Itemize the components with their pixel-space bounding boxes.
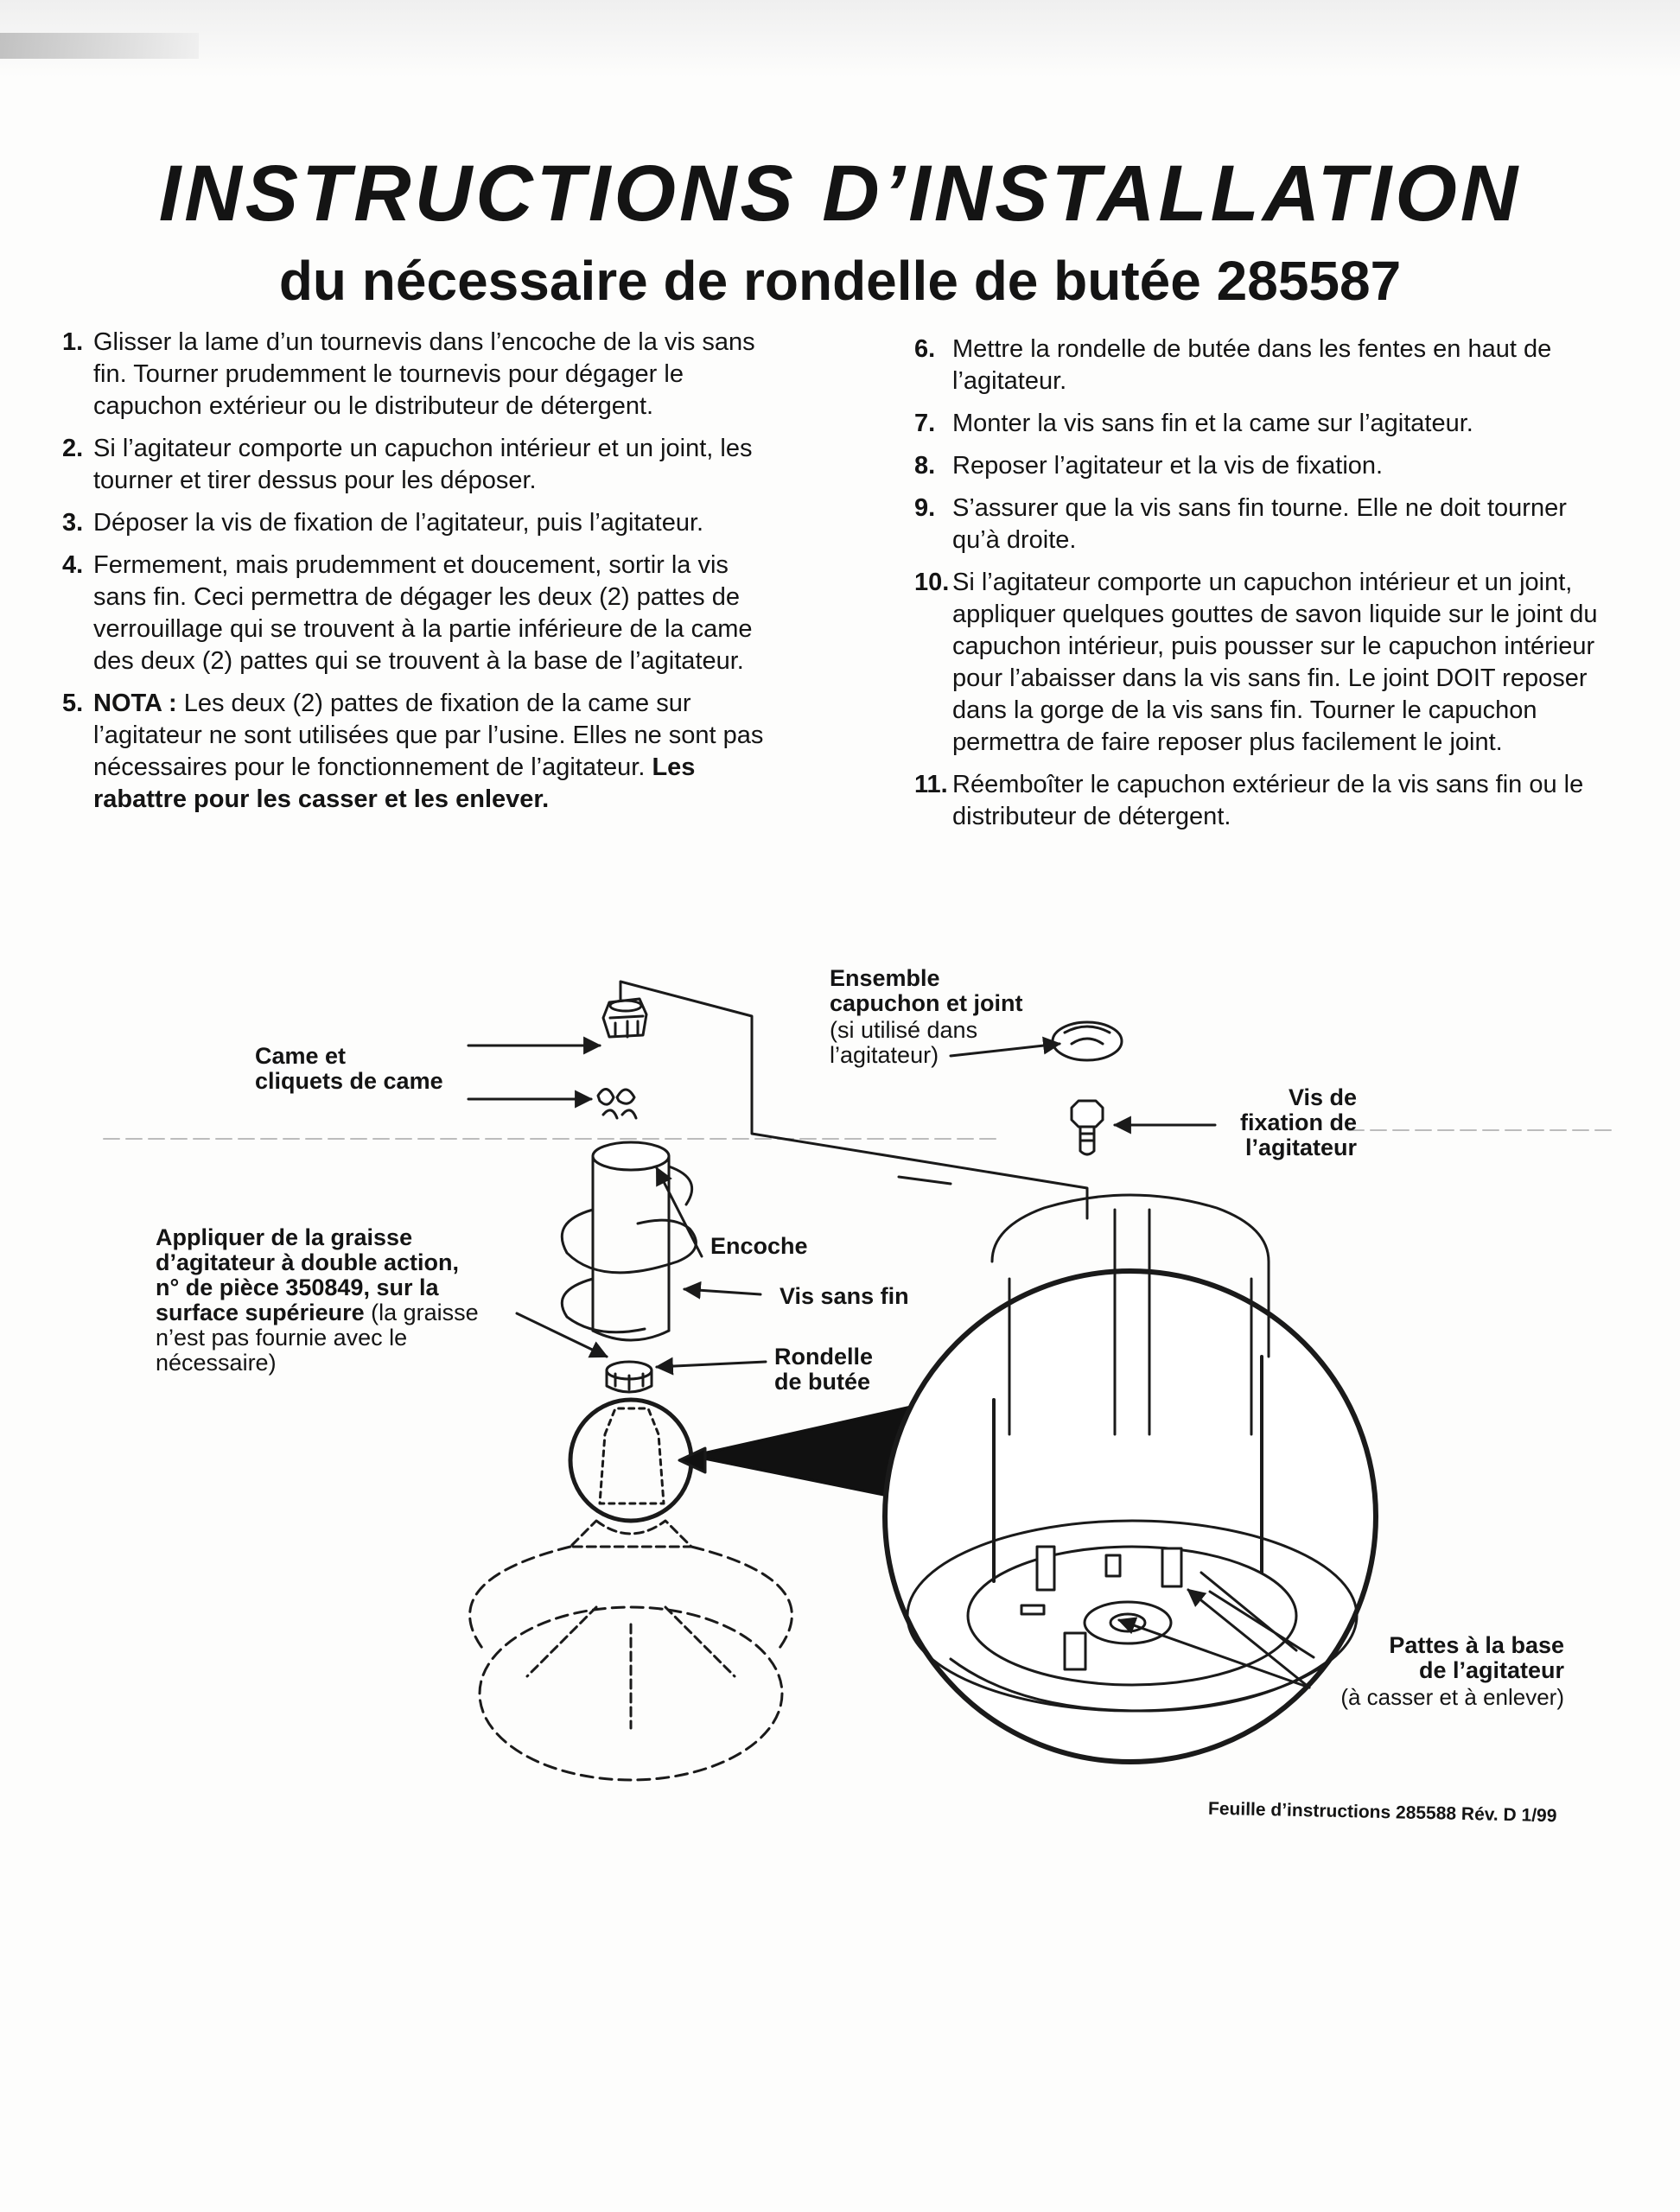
step-text: Déposer la vis de fixation de l’agitateur, puis l’agitateur. bbox=[93, 509, 704, 537]
label-pattes-line2: de l’agitateur bbox=[1418, 1657, 1564, 1683]
step-1 bbox=[62, 327, 771, 423]
step-number: 10. bbox=[914, 569, 950, 596]
step-number: 7. bbox=[914, 410, 936, 437]
label-rondelle bbox=[774, 1344, 873, 1395]
label-ensemble-line2: capuchon et joint bbox=[830, 990, 1023, 1016]
step-2 bbox=[62, 433, 771, 497]
steps-right-column bbox=[914, 334, 1604, 843]
step-number: 1. bbox=[62, 328, 84, 356]
step-text: Réemboîter le capuchon extérieur de la vis sans fin ou le distributeur de détergent. bbox=[952, 771, 1584, 830]
label-rondelle-line2: de butée bbox=[774, 1369, 871, 1395]
label-pattes-note: (à casser et à enlever) bbox=[1340, 1684, 1564, 1710]
step-text: Les deux (2) pattes de fixation de la came sur l’agitateur ne sont utilisées que par l’usine. Elles ne sont pas nécessaires pour le fonctionnement de l’agitateur. bbox=[93, 690, 764, 781]
assembly-diagram bbox=[0, 950, 1680, 1815]
scan-edge-mark bbox=[0, 33, 199, 59]
label-graisse bbox=[156, 1225, 527, 1376]
label-graisse-line2: d’agitateur à double action, bbox=[156, 1249, 460, 1275]
scan-shading bbox=[0, 0, 1680, 78]
step-number: 8. bbox=[914, 452, 936, 480]
label-vis-fixation-line3: l’agitateur bbox=[1244, 1135, 1357, 1160]
label-graisse-rest-2: n’est pas fournie avec le bbox=[156, 1325, 408, 1351]
label-ensemble-note-line2: l’agitateur) bbox=[830, 1042, 939, 1068]
cam-part bbox=[603, 999, 646, 1037]
label-ensemble bbox=[830, 966, 1023, 1016]
step-number: 6. bbox=[914, 335, 936, 363]
step-number: 4. bbox=[62, 551, 84, 579]
label-ensemble-note-line1: (si utilisé dans bbox=[830, 1017, 978, 1043]
label-vis-fixation-line1: Vis de bbox=[1288, 1084, 1357, 1110]
step-9 bbox=[914, 493, 1604, 556]
label-pattes-line1: Pattes à la base bbox=[1389, 1632, 1564, 1658]
step-nota-label: NOTA : bbox=[93, 690, 177, 717]
retaining-bolt-part bbox=[1072, 1101, 1103, 1154]
label-vis-fixation-line2: fixation de bbox=[1239, 1109, 1357, 1135]
label-came-line1: Came et bbox=[255, 1043, 347, 1069]
page-subtitle: du nécessaire de rondelle de butée 285587 bbox=[278, 250, 1402, 312]
step-7 bbox=[914, 408, 1604, 440]
step-11 bbox=[914, 769, 1604, 833]
label-rondelle-line1: Rondelle bbox=[774, 1344, 874, 1370]
step-number: 11. bbox=[914, 771, 948, 798]
seal-cap-part bbox=[1053, 1022, 1122, 1060]
step-text: Glisser la lame d’un tournevis dans l’encoche de la vis sans fin. Tourner prudemment le tournevis pour dégager le capuchon extérieur ou le distributeur de détergent. bbox=[93, 328, 755, 420]
label-graisse-bold-tail: surface supérieure bbox=[156, 1300, 365, 1325]
augur-part bbox=[562, 1142, 696, 1340]
step-number: 9. bbox=[914, 494, 936, 522]
thrust-washer-part bbox=[607, 1362, 652, 1392]
label-graisse-rest-1: (la graisse bbox=[364, 1300, 479, 1325]
step-number: 3. bbox=[62, 509, 84, 537]
label-came-line2: cliquets de came bbox=[255, 1068, 443, 1094]
step-text: Monter la vis sans fin et la came sur l’agitateur. bbox=[952, 410, 1473, 437]
step-text: Fermement, mais prudemment et doucement, sortir la vis sans fin. Ceci permettra de dégager les deux (2) pattes de verrouillage qui se trouvent à la partie inférieure de la came des deux (2) pattes qui se trouvent à la base de l’agitateur. bbox=[93, 551, 753, 675]
step-8 bbox=[914, 450, 1604, 482]
label-vis-fixation bbox=[1227, 1085, 1357, 1160]
label-graisse-line1: Appliquer de la graisse bbox=[156, 1224, 413, 1250]
step-3 bbox=[62, 507, 771, 539]
step-10 bbox=[914, 567, 1604, 759]
step-number: 5. bbox=[62, 690, 84, 717]
page-title: INSTRUCTIONS D’INSTALLATION bbox=[158, 149, 1522, 238]
step-emphasis: Les rabattre pour les casser et les enlever. bbox=[93, 753, 696, 813]
fold-line bbox=[104, 1130, 1616, 1139]
steps-left-column bbox=[62, 327, 771, 826]
magnified-detail bbox=[679, 1195, 1376, 1762]
document-footer: Feuille d’instructions 285588 Rév. D 1/99 bbox=[1207, 1798, 1557, 1827]
cam-pawls-part bbox=[598, 1089, 636, 1118]
label-vis-sans-fin: Vis sans fin bbox=[780, 1283, 909, 1309]
label-ensemble-note bbox=[830, 1018, 977, 1068]
label-graisse-rest-3: nécessaire) bbox=[156, 1350, 277, 1376]
step-text: Reposer l’agitateur et la vis de fixation. bbox=[952, 452, 1384, 480]
step-text: Mettre la rondelle de butée dans les fentes en haut de l’agitateur. bbox=[952, 335, 1552, 395]
label-encoche: Encoche bbox=[710, 1233, 808, 1259]
step-6 bbox=[914, 334, 1604, 397]
step-5 bbox=[62, 688, 771, 816]
label-came bbox=[255, 1044, 443, 1094]
step-4 bbox=[62, 550, 771, 677]
step-number: 2. bbox=[62, 435, 84, 462]
step-text: Si l’agitateur comporte un capuchon intérieur et un joint, appliquer quelques gouttes de savon liquide sur le joint du capuchon intérieur, puis pousser sur le capuchon intérieur pour l’abaisser dans la vis sans fin. Le joint DOIT reposer dans la gorge de la vis sans fin. Tourner le capuchon permettra de faire reposer plus facilement le joint. bbox=[952, 569, 1598, 756]
label-ensemble-line1: Ensemble bbox=[830, 965, 940, 991]
step-text: S’assurer que la vis sans fin tourne. Elle ne doit tourner qu’à droite. bbox=[952, 494, 1567, 554]
label-pattes bbox=[1296, 1633, 1564, 1683]
label-graisse-line3: n° de pièce 350849, sur la bbox=[156, 1274, 439, 1300]
step-text: Si l’agitateur comporte un capuchon intérieur et un joint, les tourner et tirer dessus pour les déposer. bbox=[93, 435, 753, 494]
